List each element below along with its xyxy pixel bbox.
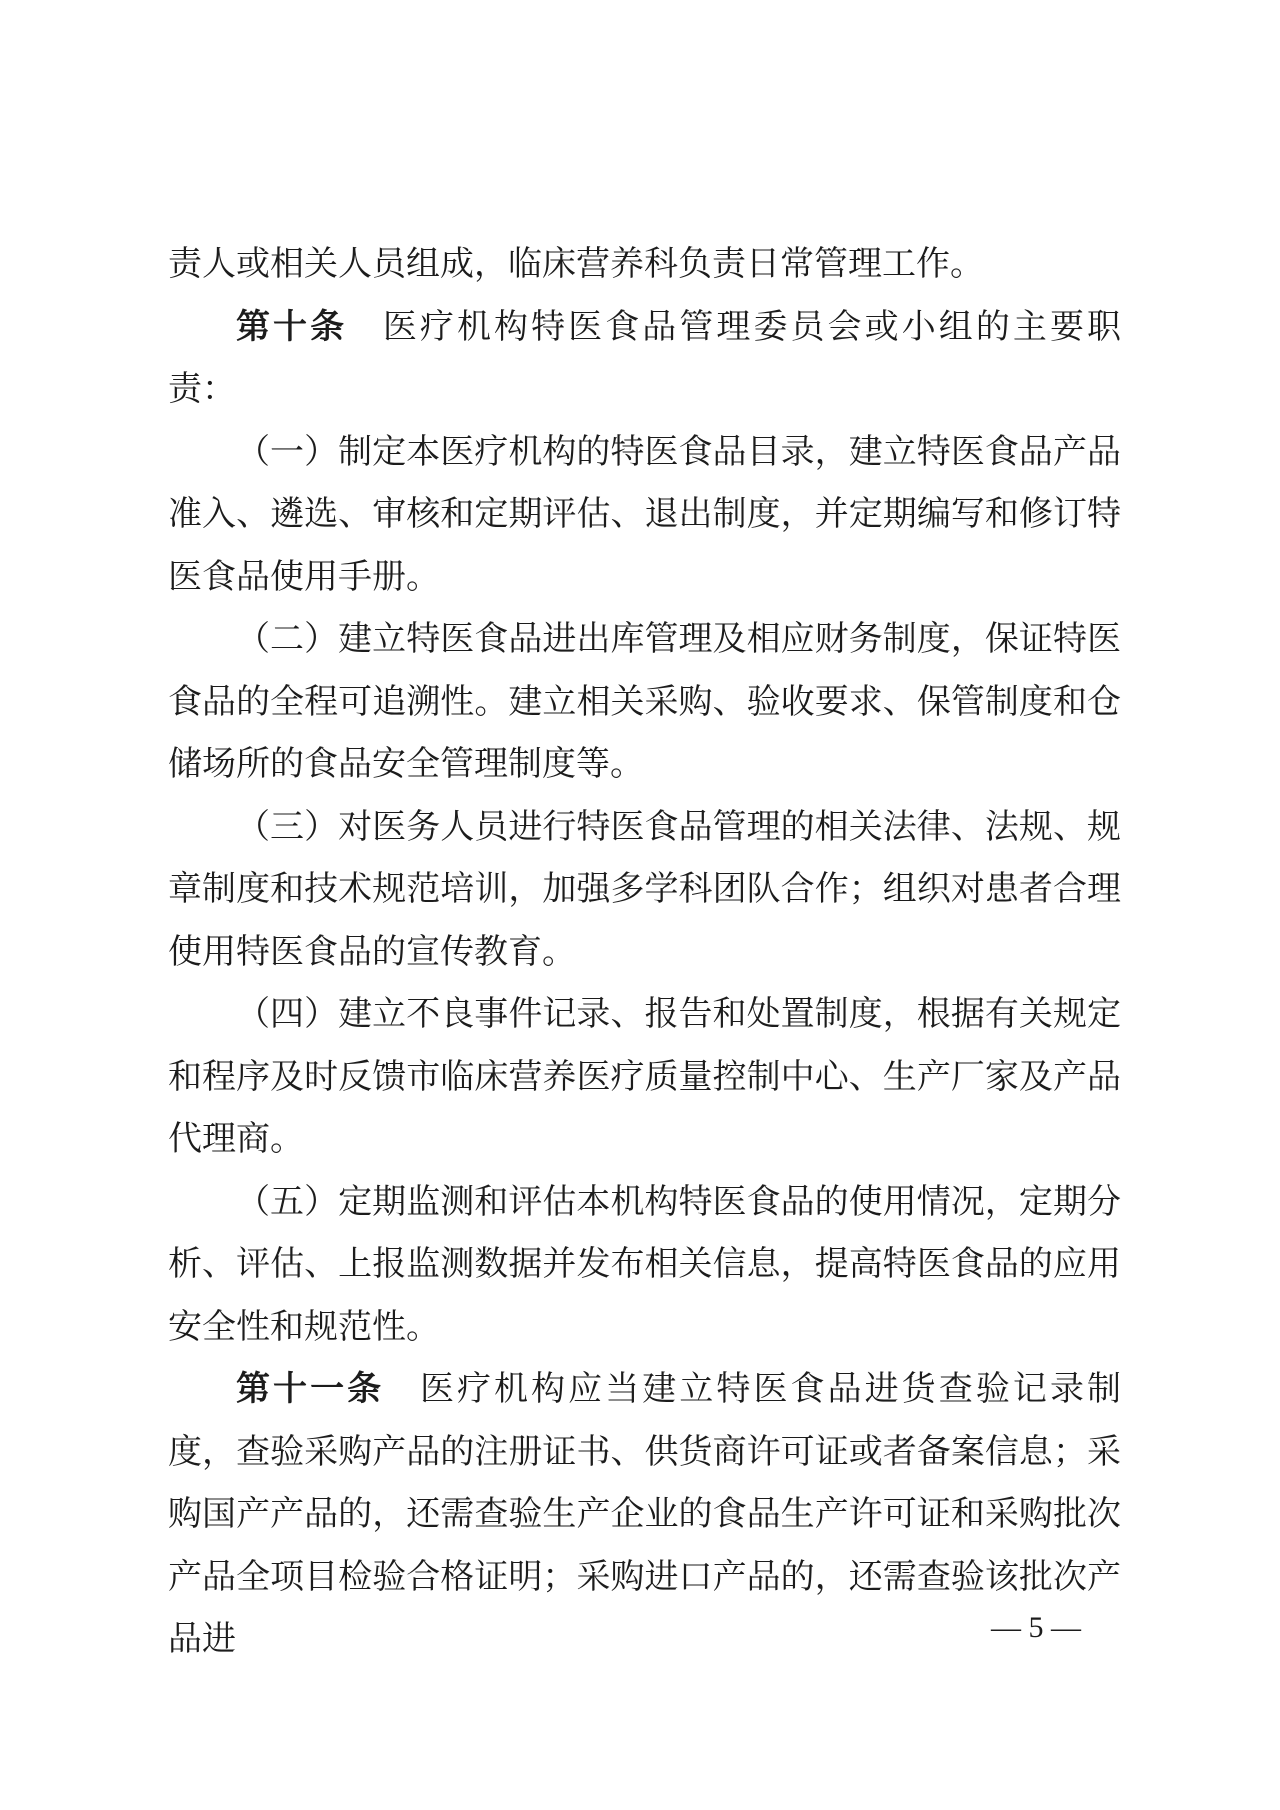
paragraph-text: （三）对医务人员进行特医食品管理的相关法律、法规、规章制度和技术规范培训，加强多学科团队合作；组织对患者合理使用特医食品的宣传教育。	[168, 808, 1121, 971]
paragraph-text: （五）定期监测和评估本机构特医食品的使用情况，定期分析、评估、上报监测数据并发布相关信息，提高特医食品的应用安全性和规范性。	[168, 1183, 1121, 1346]
paragraph-text: 责人或相关人员组成，临床营养科负责日常管理工作。	[168, 246, 984, 283]
paragraph-text: 医疗机构特医食品管理委员会或小组的主要职责：	[168, 308, 1122, 408]
article-number: 第十一条	[236, 1371, 385, 1408]
article-number: 第十条	[236, 308, 348, 346]
paragraph-text: （一）制定本医疗机构的特医食品目录，建立特医食品产品准入、遴选、审核和定期评估、退出制度，并定期编写和修订特医食品使用手册。	[168, 433, 1121, 596]
document-body	[168, 234, 1121, 1672]
continuation-paragraph	[168, 234, 1121, 297]
item-paragraph	[168, 984, 1121, 1172]
item-paragraph	[168, 797, 1121, 985]
page-number-text: — 5 —	[991, 1611, 1081, 1644]
article-paragraph	[168, 297, 1121, 422]
item-paragraph	[168, 609, 1121, 797]
paragraph-text: （四）建立不良事件记录、报告和处置制度，根据有关规定和程序及时反馈市临床营养医疗质量控制中心、生产厂家及产品代理商。	[168, 996, 1121, 1158]
item-paragraph	[168, 422, 1121, 610]
item-paragraph	[168, 1172, 1121, 1360]
paragraph-text: （二）建立特医食品进出库管理及相应财务制度，保证特医食品的全程可追溯性。建立相关采购、验收要求、保管制度和仓储场所的食品安全管理制度等。	[168, 621, 1121, 783]
paragraph-text: 医疗机构应当建立特医食品进货查验记录制度，查验采购产品的注册证书、供货商许可证或者备案信息；采购国产产品的，还需查验生产企业的食品生产许可证和采购批次产品全项目检验合格证明；采购进口产品的，还需查验该批次产品进	[168, 1371, 1122, 1658]
page-number	[956, 1606, 1116, 1650]
